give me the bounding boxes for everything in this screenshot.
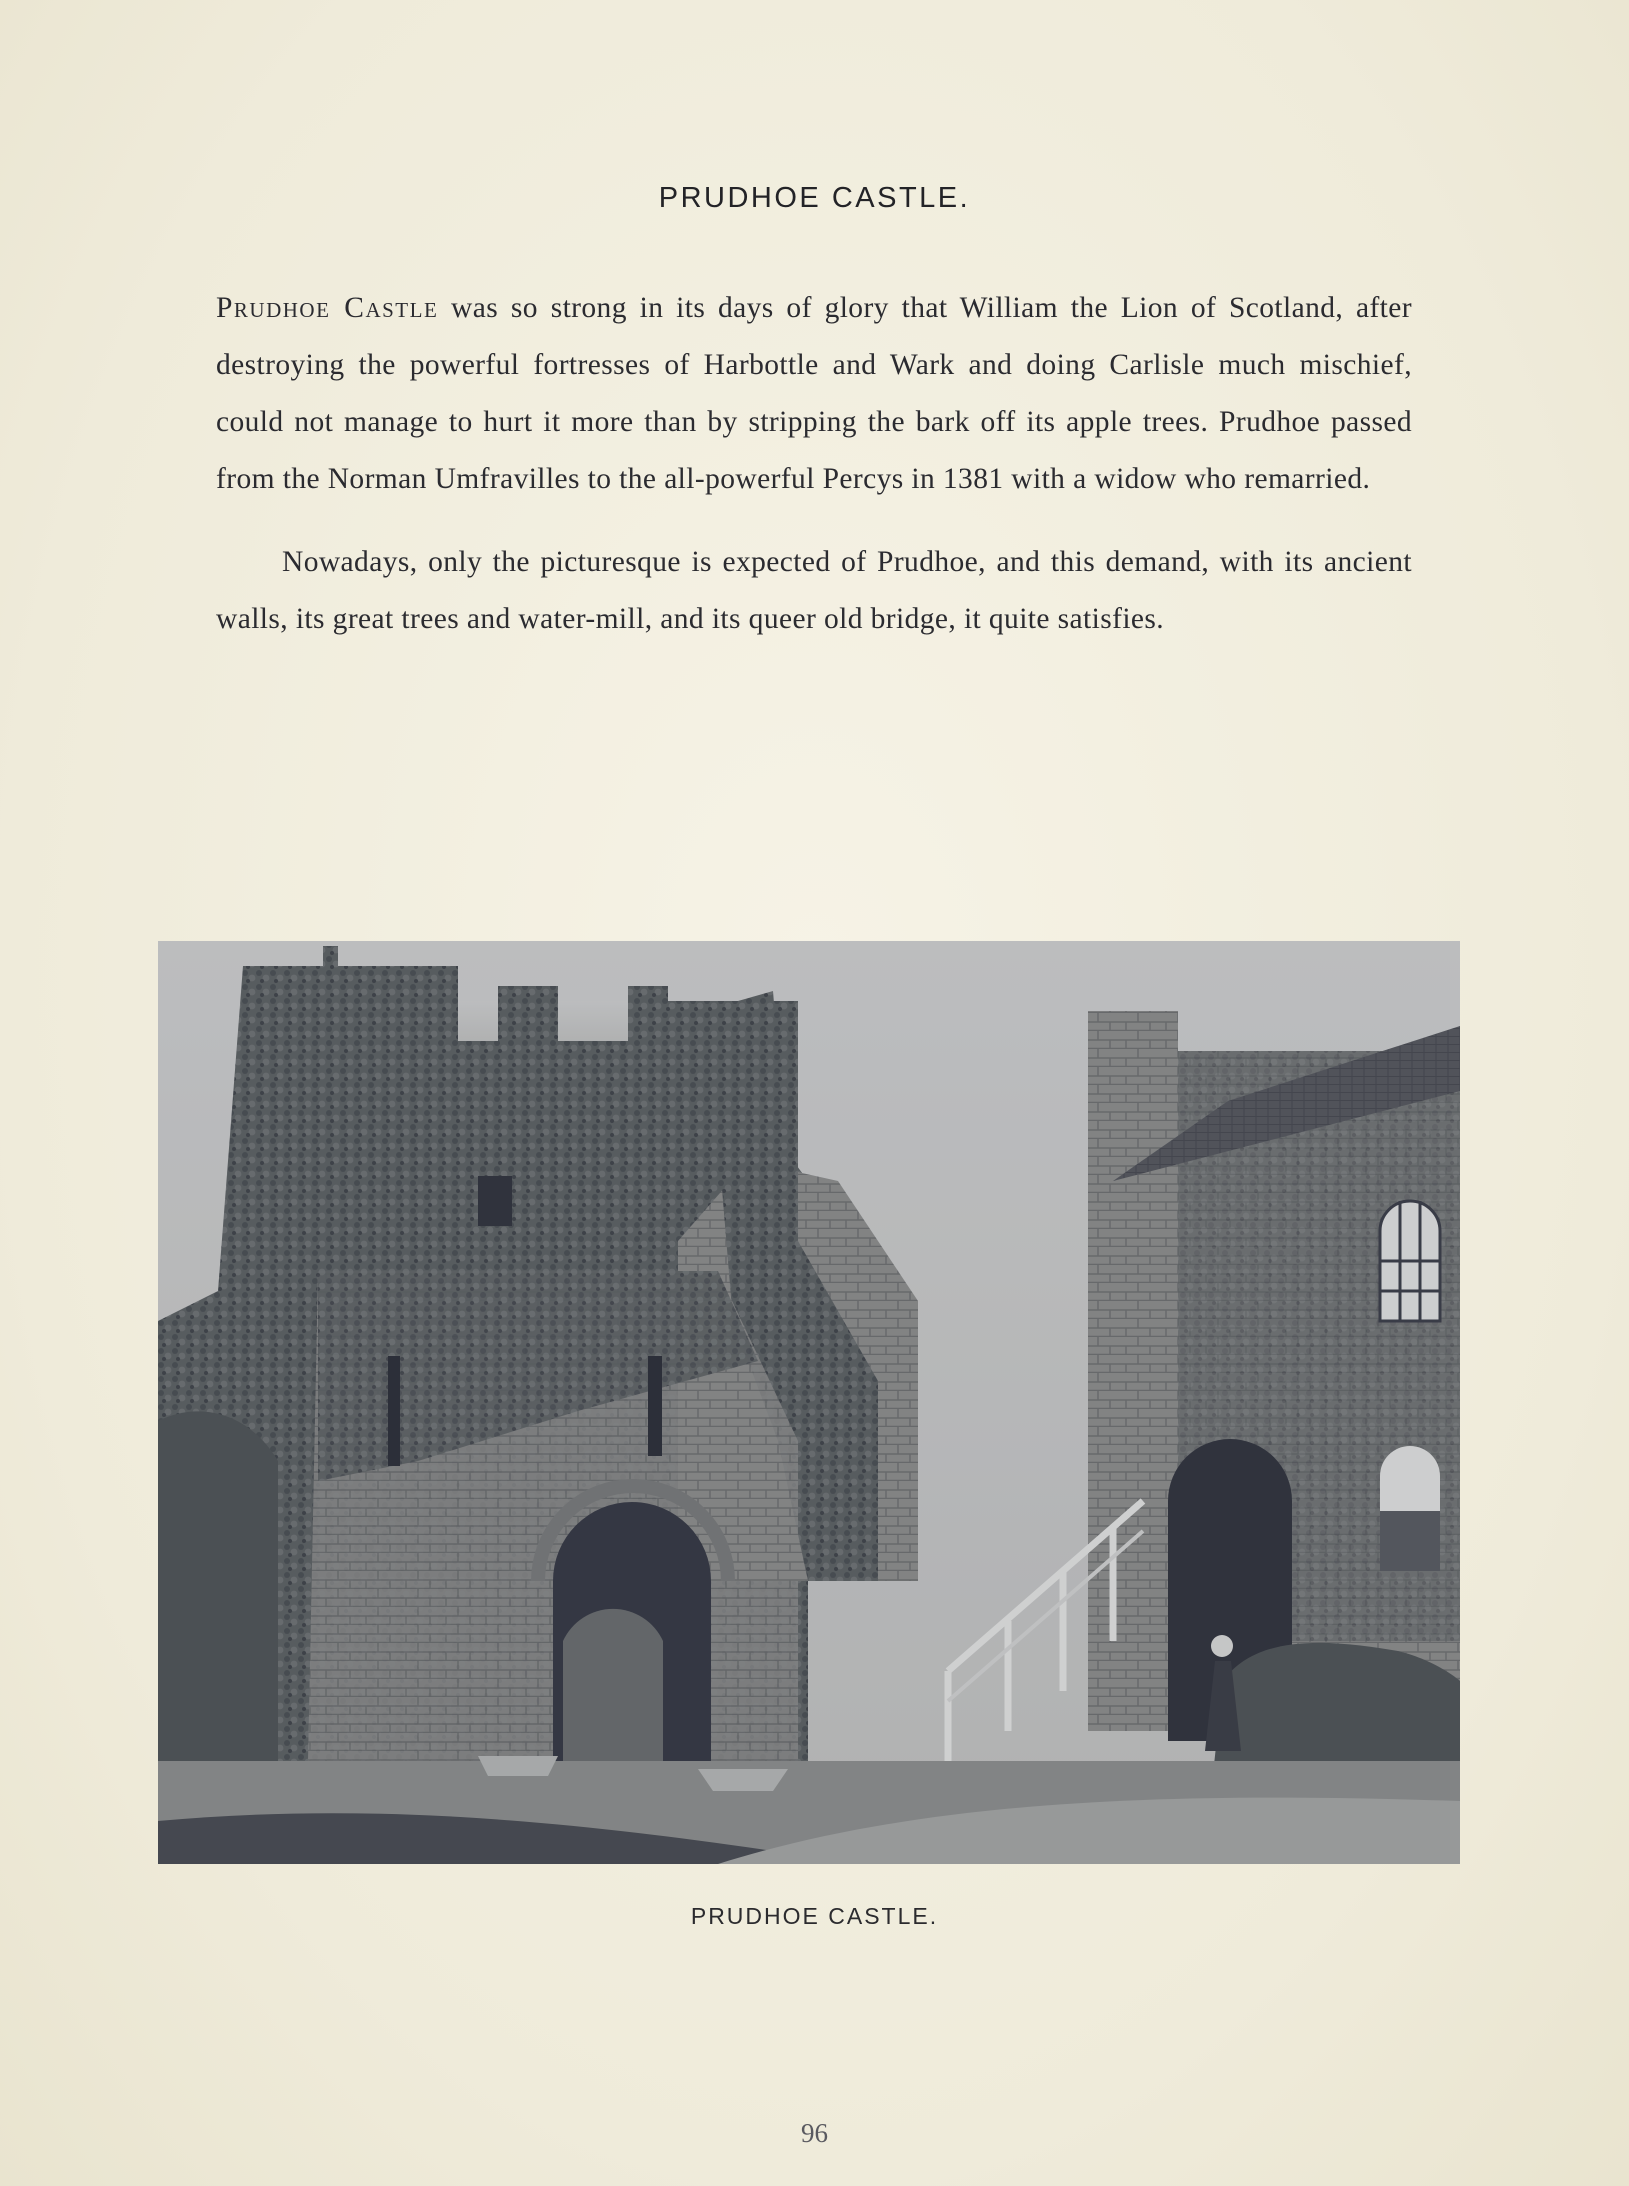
paragraph-1	[216, 280, 1412, 508]
paragraph-1-text: was so strong in its days of glory that William the Lion of Scotland, after destroying the powerful fortresses of Harbottle and Wark and doing Carlisle much mischief, could not manage to hurt it more than by stripping the bark off its apple trees. Prudhoe passed from the Norman Umfravilles to the all-powerful Percys in 1381 with a widow who remarried.	[216, 292, 1412, 495]
lead-in-smallcaps: Prudhoe Castle	[216, 292, 439, 324]
castle-photograph	[158, 941, 1460, 1864]
body-text	[216, 280, 1412, 648]
paragraph-2: Nowadays, only the picturesque is expected of Prudhoe, and this demand, with its ancient walls, its great trees and water-mill, and its queer old bridge, it quite satisfies.	[216, 546, 1412, 635]
page-number: 96	[801, 2118, 828, 2148]
page-heading: PRUDHOE CASTLE.	[658, 182, 971, 214]
plate-caption: PRUDHOE CASTLE.	[690, 1903, 939, 1929]
